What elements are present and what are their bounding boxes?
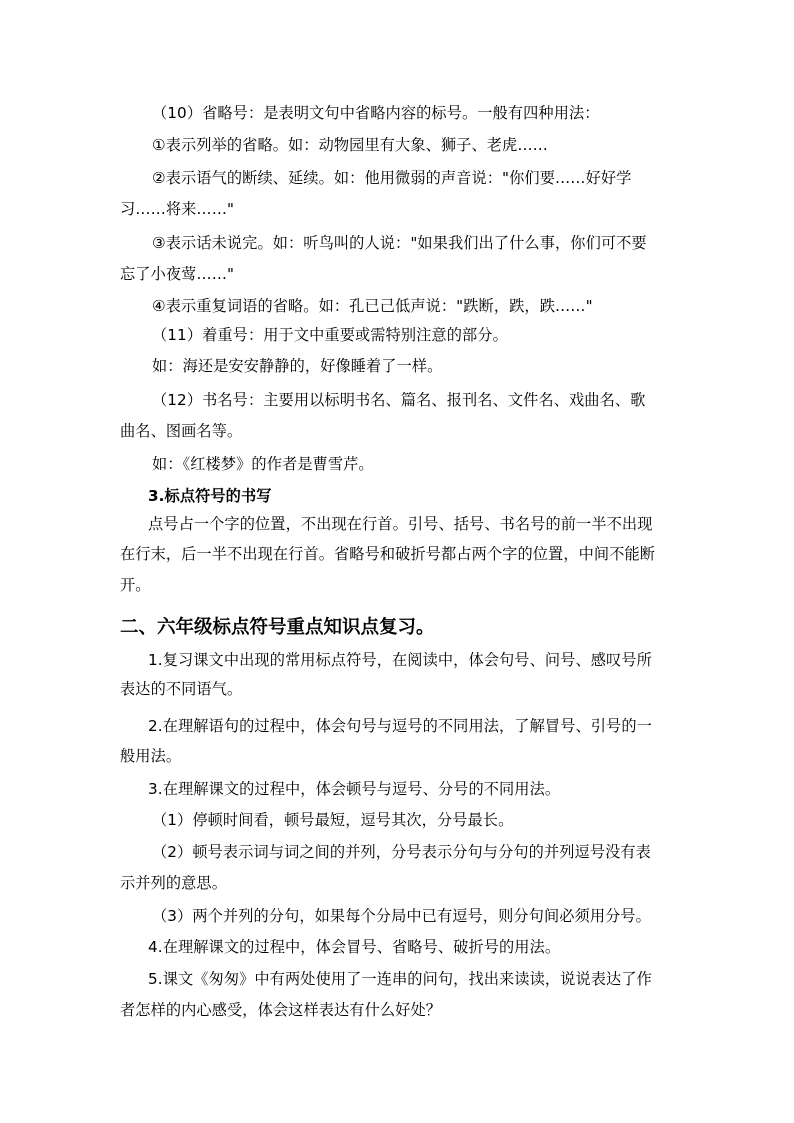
emphasis-mark-definition: （11）着重号：用于文中重要或需特别注意的部分。 xyxy=(152,326,508,344)
title-mark-example: 如：《红楼梦》的作者是曹雪芹。 xyxy=(152,455,374,473)
writing-rules-line-2: 在行末，后一半不出现在行首。省略号和破折号都占两个字的位置，中间不能断 xyxy=(120,545,656,563)
review-point-1-line-1: 1.复习课文中出现的常用标点符号，在阅读中，体会句号、问号、感叹号所 xyxy=(148,651,652,669)
review-point-3-sub-2-line-1: （2）顿号表示词与词之间的并列，分号表示分句与分句的并列逗号没有表 xyxy=(152,843,651,861)
review-point-1-line-2: 表达的不同语气。 xyxy=(120,680,243,698)
ellipsis-usage-3-line-1: ③表示话未说完。如：听鸟叫的人说："如果我们出了什么事，你们可不要 xyxy=(152,234,647,252)
review-point-5-line-2: 者怎样的内心感受，体会这样表达有什么好处？ xyxy=(120,1001,442,1019)
title-mark-definition-line-2: 曲名、图画名等。 xyxy=(120,422,243,440)
title-mark-definition-line-1: （12）书名号：主要用以标明书名、篇名、报刊名、文件名、戏曲名、歌 xyxy=(152,391,646,409)
ellipsis-usage-3-line-2: 忘了小夜莺……" xyxy=(120,265,235,283)
review-point-5-line-1: 5.课文《匆匆》中有两处使用了一连串的问句，找出来读读，说说表达了作 xyxy=(148,970,652,988)
ellipsis-definition: （10）省略号：是表明文句中省略内容的标号。一般有四种用法： xyxy=(152,104,600,122)
review-point-2-line-2: 般用法。 xyxy=(120,747,182,765)
review-point-3-sub-3: （3）两个并列的分句，如果每个分局中已有逗号，则分句间必须用分号。 xyxy=(152,907,651,925)
review-point-3-sub-2-line-2: 示并列的意思。 xyxy=(120,874,228,892)
emphasis-mark-example: 如：海还是安安静静的，好像睡着了一样。 xyxy=(152,357,443,375)
writing-rules-line-1: 点号占一个字的位置，不出现在行首。引号、括号、书名号的前一半不出现 xyxy=(148,515,653,533)
section-3-title: 3.标点符号的书写 xyxy=(148,487,272,505)
writing-rules-line-3: 开。 xyxy=(120,576,151,594)
ellipsis-usage-4: ④表示重复词语的省略。如：孔已己低声说："跌断，跌，跌……" xyxy=(152,297,593,315)
ellipsis-usage-2-line-1: ②表示语气的断续、延续。如：他用微弱的声音说："你们要……好好学 xyxy=(152,169,632,187)
review-point-3-sub-1: （1）停顿时间看，顿号最短，逗号其次，分号最长。 xyxy=(152,811,514,829)
review-point-4: 4.在理解课文的过程中，体会冒号、省略号、破折号的用法。 xyxy=(148,938,561,956)
section-heading-grade-six-review: 二、六年级标点符号重点知识点复习。 xyxy=(120,617,435,638)
review-point-2-line-1: 2.在理解语句的过程中，体会句号与逗号的不同用法，了解冒号、引号的一 xyxy=(148,717,652,735)
review-point-3: 3.在理解课文的过程中，体会顿号与逗号、分号的不同用法。 xyxy=(148,780,561,798)
ellipsis-usage-2-line-2: 习……将来……" xyxy=(120,200,235,218)
ellipsis-usage-1: ①表示列举的省略。如：动物园里有大象、狮子、老虎…… xyxy=(152,136,548,154)
